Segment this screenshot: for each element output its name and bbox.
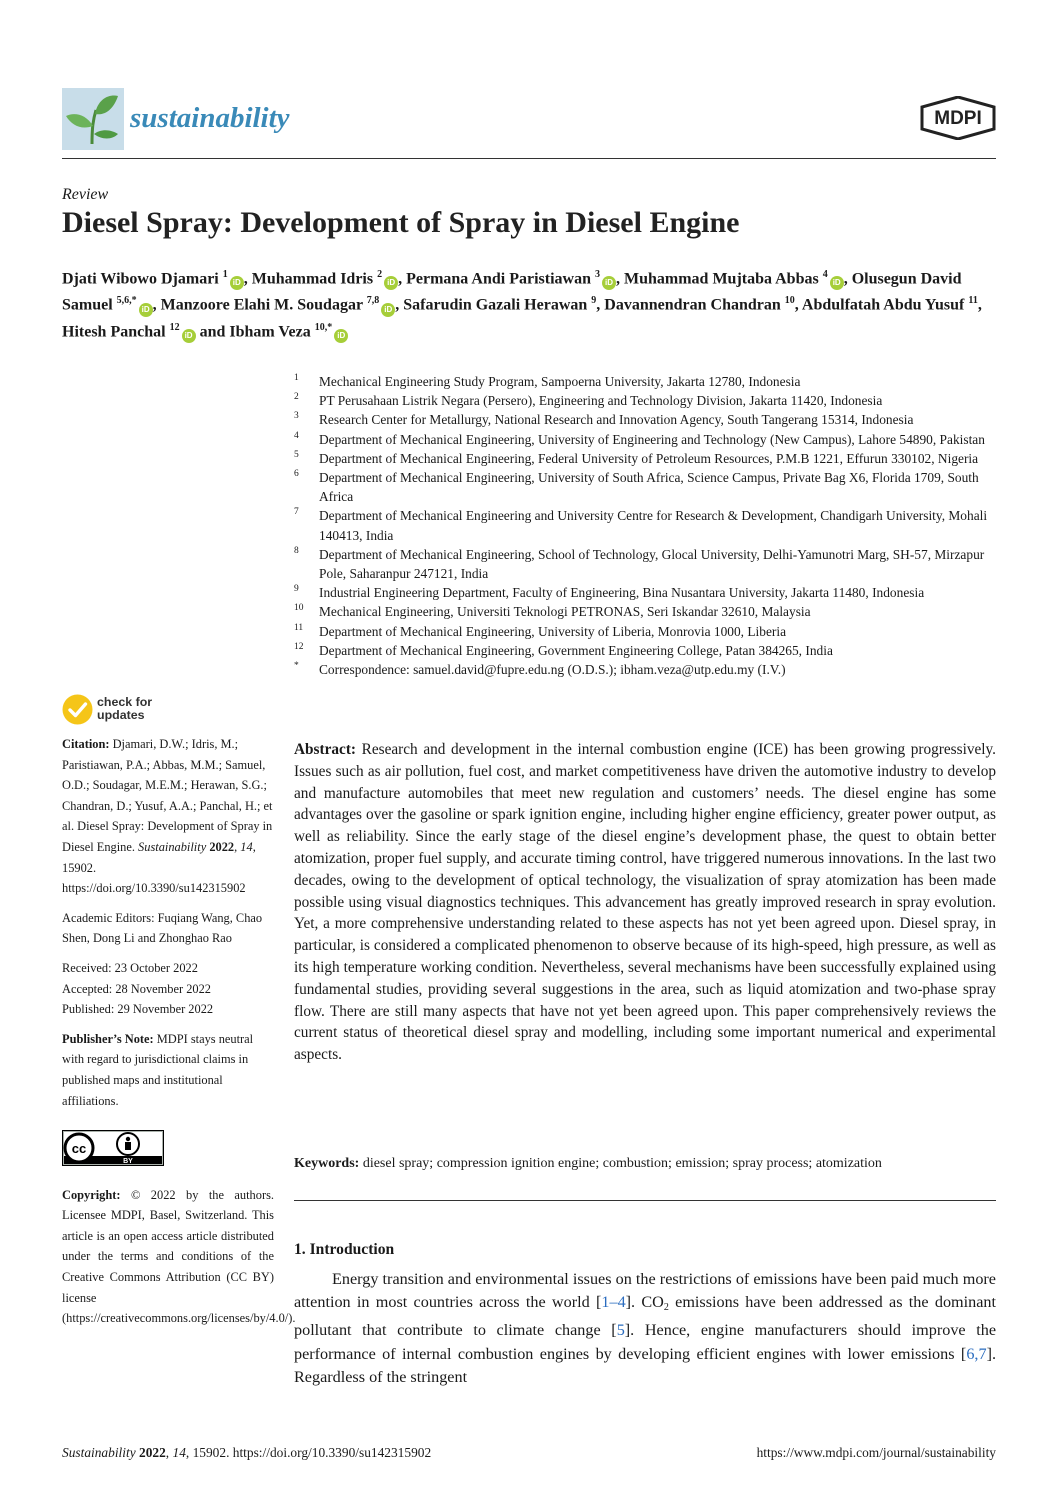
author-name[interactable]: Djati Wibowo Djamari [62, 270, 219, 288]
affiliation-text: Mechanical Engineering, Universiti Teknologi PETRONAS, Seri Iskandar 32610, Malaysia [319, 604, 811, 620]
copyright-block [62, 1185, 296, 1329]
check-updates-text [97, 696, 152, 722]
affiliation-number: 1 [294, 373, 299, 383]
publisher-note-text: MDPI stays neutral with regard to jurisdictional claims in published maps and institutional affiliations. [62, 1031, 254, 1108]
citation-volume: 14 [240, 839, 253, 854]
orcid-icon[interactable]: iD [381, 303, 395, 317]
citation-year: 2022 [209, 839, 235, 854]
affiliation-text: Department of Mechanical Engineering, School of Technology, Glocal University, Delhi-Yamunotri Marg, SH-57, Mirzapur Pole, Saharanpur 247121, India [319, 546, 985, 582]
mdpi-logo[interactable] [920, 96, 996, 140]
affiliation-number: * [294, 661, 299, 672]
orcid-icon[interactable]: iD [602, 276, 616, 290]
copyright-text: © 2022 by the authors. Licensee MDPI, Basel, Switzerland. This article is an open access article distributed under the terms and conditions of the Creative Commons Attribution (CC BY) license (https://creativecommons.org/licenses/by/4.0/). [62, 1187, 296, 1326]
affiliation-item [294, 622, 998, 641]
affiliation-text: Department of Mechanical Engineering, University of Engineering and Technology (New Campus), Lahore 54890, Pakistan [319, 431, 985, 447]
author-name[interactable]: Muhammad Idris [251, 270, 374, 288]
footer-volume: 14 [172, 1445, 186, 1460]
affiliation-number: 10 [294, 603, 304, 614]
affiliation-text: PT Perusahaan Listrik Negara (Persero), Engineering and Technology Division, Jakarta 11420, Indonesia [319, 393, 883, 409]
copyright-label: Copyright: [62, 1187, 121, 1202]
footer-citation: Sustainability 2022, 14, 15902. https://doi.org/10.3390/su142315902 [62, 1445, 432, 1460]
affiliation-item [294, 545, 998, 583]
author-affiliation-marker: 9 [591, 295, 597, 307]
affiliation-number: 11 [294, 622, 304, 633]
section-heading-introduction: 1. Introduction [294, 1241, 395, 1258]
affiliation-item [294, 468, 998, 506]
footer-doi[interactable]: , 15902. https://doi.org/10.3390/su142315902 [185, 1445, 432, 1460]
affiliation-item [294, 641, 998, 660]
keywords-text: diesel spray; compression ignition engine; combustion; emission; spray process; atomization [359, 1156, 882, 1171]
author-separator: , [843, 270, 852, 288]
article-type: Review [62, 186, 109, 203]
abstract-label: Abstract: [294, 741, 357, 758]
dates-block [62, 958, 274, 1020]
author-separator: , [977, 296, 982, 314]
author-separator: , [395, 296, 404, 314]
abstract-text: Research and development in the internal combustion engine (ICE) has been growing progressively. Issues such as air pollution, fuel cost, and market competitiveness have driven the automotive industry to develop and manufacture automobiles that meet new regulation and customers’ needs. The diesel engine has some advantages over the gasoline or spark ignition engine, including higher engine efficiency, greater power output, as well as reliability. Since the early stage of the diesel engine’s development phase, the quest to obtain better atomization, proper fuel supply, and accurate timing control, have triggered numerous innovations. In the last two decades, owing to the development of optical technology, the visualization of spray atomization has been made possible using visual diagnostics techniques. This advancement has greatly improved research in spray evolution. Yet, a more comprehensive understanding related to these aspects has not yet been agreed upon. Diesel spray, in particular, is considered a complicated phenomenon to observe because of its high-speed, high pressure, as well as its high temperature working condition. Nevertheless, several mechanisms have been successfully explained using fundamental studies, providing several suggestions in the area, such as liquid atomization and two-phase spray flow. There are still many aspects that have not yet been agreed upon. This paper comprehensively reviews the current status of theoretical diesel spray and modelling, including some important numerical and experimental aspects. [294, 741, 996, 1064]
affiliation-number: 9 [294, 584, 299, 595]
cc-by-text: BY [123, 1158, 133, 1166]
affiliation-text: Research Center for Metallurgy, National Research and Innovation Agency, South Tangerang 15314, Indonesia [319, 412, 914, 428]
citation-label: Citation: [62, 737, 110, 751]
affiliation-text: Department of Mechanical Engineering, Federal University of Petroleum Resources, P.M.B 1221, Effurun 330102, Nigeria [319, 450, 979, 466]
citation-text: Djamari, D.W.; Idris, M.; Paristiawan, P.A.; Abbas, M.M.; Samuel, O.D.; Soudagar, M.E.M.; Herawan, S.G.; Chandran, D.; Yusuf, A.A.; Panchal, H.; et al. Diesel Spray: Development of Spray in Diesel Engine. [62, 737, 273, 854]
author-name[interactable]: Olusegun David Samuel [62, 270, 962, 314]
footer-journal: Sustainability [62, 1445, 136, 1460]
author-affiliation-marker: 1 [222, 269, 228, 280]
author-separator: , [794, 296, 802, 314]
co2-subscript: 2 [663, 1302, 669, 1314]
author-affiliation-marker: 4 [822, 269, 828, 280]
author-name[interactable]: Muhammad Mujtaba Abbas [623, 270, 819, 288]
citation-block: Citation: Djamari, D.W.; Idris, M.; Paristiawan, P.A.; Abbas, M.M.; Samuel, O.D.; Soudagar, M.E.M.; Herawan, S.G.; Chandran, D.; Yusuf, A.A.; Panchal, H.; et al. Diesel Spray: Development of Spray in Diesel Engine. Sustainability 2022, 14, 15902. https://doi.org/10.3390/su142315902 [62, 737, 273, 896]
introduction-paragraph [294, 1268, 996, 1389]
intro-text-1: Energy transition and environmental issues on the restrictions of emissions have been paid much more attention in most countries across the world [ [294, 1270, 996, 1312]
author-separator: , [243, 270, 252, 288]
author-affiliation-marker: 2 [377, 269, 383, 280]
author-name[interactable]: Safarudin Gazali Herawan [403, 296, 588, 314]
affiliation-text: Department of Mechanical Engineering and University Centre for Research & Development, Chandigarh University, Mohali 140413, India [319, 508, 988, 543]
affiliation-item [294, 430, 998, 449]
orcid-icon[interactable]: iD [230, 276, 244, 290]
affiliation-number: 5 [294, 449, 299, 460]
checkmark-icon [62, 694, 93, 725]
author-affiliation-marker: 11 [968, 295, 978, 307]
publisher-note-label: Publisher’s Note: [62, 1031, 154, 1046]
accepted-date: Accepted: 28 November 2022 [62, 981, 211, 996]
affiliation-item [294, 506, 998, 544]
journal-name[interactable]: sustainability [130, 102, 290, 134]
published-date: Published: 29 November 2022 [62, 1002, 214, 1017]
affiliation-item [294, 410, 998, 429]
orcid-icon[interactable]: iD [139, 303, 153, 317]
citation-link-5[interactable]: 5 [616, 1321, 625, 1340]
affiliation-text: Department of Mechanical Engineering, University of Liberia, Monrovia 1000, Liberia [319, 623, 787, 639]
affiliation-number: 3 [294, 411, 299, 422]
author-affiliation-marker: 5,6,* [116, 295, 137, 307]
footer-year: 2022 [139, 1445, 166, 1460]
intro-text-4: ]. Hence, engine manufacturers should improve the performance of internal combustion engines by developing efficient engines with lower emissions [ [294, 1321, 996, 1363]
affiliation-text: Department of Mechanical Engineering, University of South Africa, Science Campus, Private Bag X6, Florida 1709, South Africa [319, 470, 979, 505]
author-separator: , [398, 270, 407, 288]
author-affiliation-marker: 10 [784, 295, 795, 307]
author-separator: , [596, 296, 605, 314]
affiliation-item [294, 583, 998, 602]
affiliation-number: 7 [294, 507, 299, 518]
author-name[interactable]: Ibham Veza [229, 322, 311, 340]
affiliation-number: 6 [294, 469, 299, 480]
affiliation-item [294, 391, 998, 410]
academic-editors: Academic Editors: Fuqiang Wang, Chao Shen, Dong Li and Zhonghao Rao [62, 910, 263, 946]
intro-text-3: emissions have been addressed as the dominant pollutant that contribute to climate change [ [294, 1293, 996, 1340]
journal-header [62, 88, 996, 158]
author-separator: , [152, 296, 161, 314]
intro-text-2: ]. CO [625, 1293, 664, 1312]
citation-link-1-4[interactable]: 1–4 [601, 1293, 626, 1312]
sustainability-leaf-logo[interactable] [62, 88, 124, 150]
affiliation-number: 4 [294, 430, 299, 441]
orcid-icon[interactable]: iD [384, 276, 398, 290]
author-name[interactable]: Davannendran Chandran [604, 296, 781, 314]
author-name[interactable]: Abdulfatah Abdu Yusuf [801, 296, 965, 314]
check-updates-line2: updates [97, 708, 145, 722]
received-date: Received: 23 October 2022 [62, 960, 198, 975]
affiliation-number: 8 [294, 545, 299, 556]
keywords-label: Keywords: [294, 1156, 360, 1171]
orcid-icon[interactable]: iD [182, 329, 196, 343]
author-affiliation-marker: 12 [169, 321, 180, 333]
article-title: Diesel Spray: Development of Spray in Diesel Engine [62, 206, 740, 239]
cc-logo-text: cc [71, 1141, 87, 1157]
citation-separator: , [974, 1344, 979, 1363]
affiliation-text: Department of Mechanical Engineering, Government Engineering College, Patan 384265, India [319, 642, 833, 658]
check-updates-line1: check for [97, 695, 153, 709]
orcid-icon[interactable]: iD [830, 276, 844, 290]
footer-journal-url[interactable]: https://www.mdpi.com/journal/sustainability [756, 1445, 996, 1460]
author-name[interactable]: Manzoore Elahi M. Soudagar [160, 296, 363, 314]
affiliation-number: 2 [294, 392, 299, 403]
section-divider [294, 1200, 996, 1201]
check-for-updates-badge[interactable] [62, 694, 274, 730]
orcid-icon[interactable]: iD [334, 329, 348, 343]
affiliation-item [294, 449, 998, 468]
header-divider [62, 158, 996, 159]
citation-link-6[interactable]: 6 [966, 1344, 975, 1363]
author-name[interactable]: Permana Andi Paristiawan [406, 270, 591, 288]
author-name[interactable]: Hitesh Panchal [62, 322, 166, 340]
intro-text-5: ]. Regardless of the stringent [294, 1344, 996, 1386]
affiliation-text: Industrial Engineering Department, Faculty of Engineering, Bina Nusantara University, Jakarta 11480, Indonesia [319, 585, 925, 601]
citation-doi[interactable]: , 15902. https://doi.org/10.3390/su142315902 [62, 839, 256, 896]
citation-journal: Sustainability [138, 839, 207, 854]
publisher-note [62, 1029, 274, 1111]
citation-link-7[interactable]: 7 [978, 1344, 987, 1363]
cc-by-license-badge[interactable] [62, 1130, 164, 1166]
author-affiliation-marker: 3 [594, 269, 600, 280]
abstract [294, 739, 996, 1066]
author-list [62, 264, 996, 343]
affiliation-text: Mechanical Engineering Study Program, Sampoerna University, Jakarta 12780, Indonesia [319, 374, 801, 389]
affiliation-list [294, 372, 998, 679]
affiliation-number: 12 [294, 641, 304, 652]
affiliation-item [294, 372, 998, 391]
article-sidebar [62, 694, 296, 1329]
author-affiliation-marker: 7,8 [366, 295, 380, 307]
author-affiliation-marker: 10,* [314, 321, 333, 333]
mdpi-logo-text: MDPI [934, 108, 982, 129]
author-separator: and [195, 322, 230, 340]
affiliation-item [294, 602, 998, 621]
keywords [294, 1154, 996, 1174]
affiliation-item [294, 660, 998, 679]
author-separator: , [615, 270, 624, 288]
affiliation-text: Correspondence: samuel.david@fupre.edu.ng (O.D.S.); ibham.veza@utp.edu.my (I.V.) [319, 662, 786, 678]
